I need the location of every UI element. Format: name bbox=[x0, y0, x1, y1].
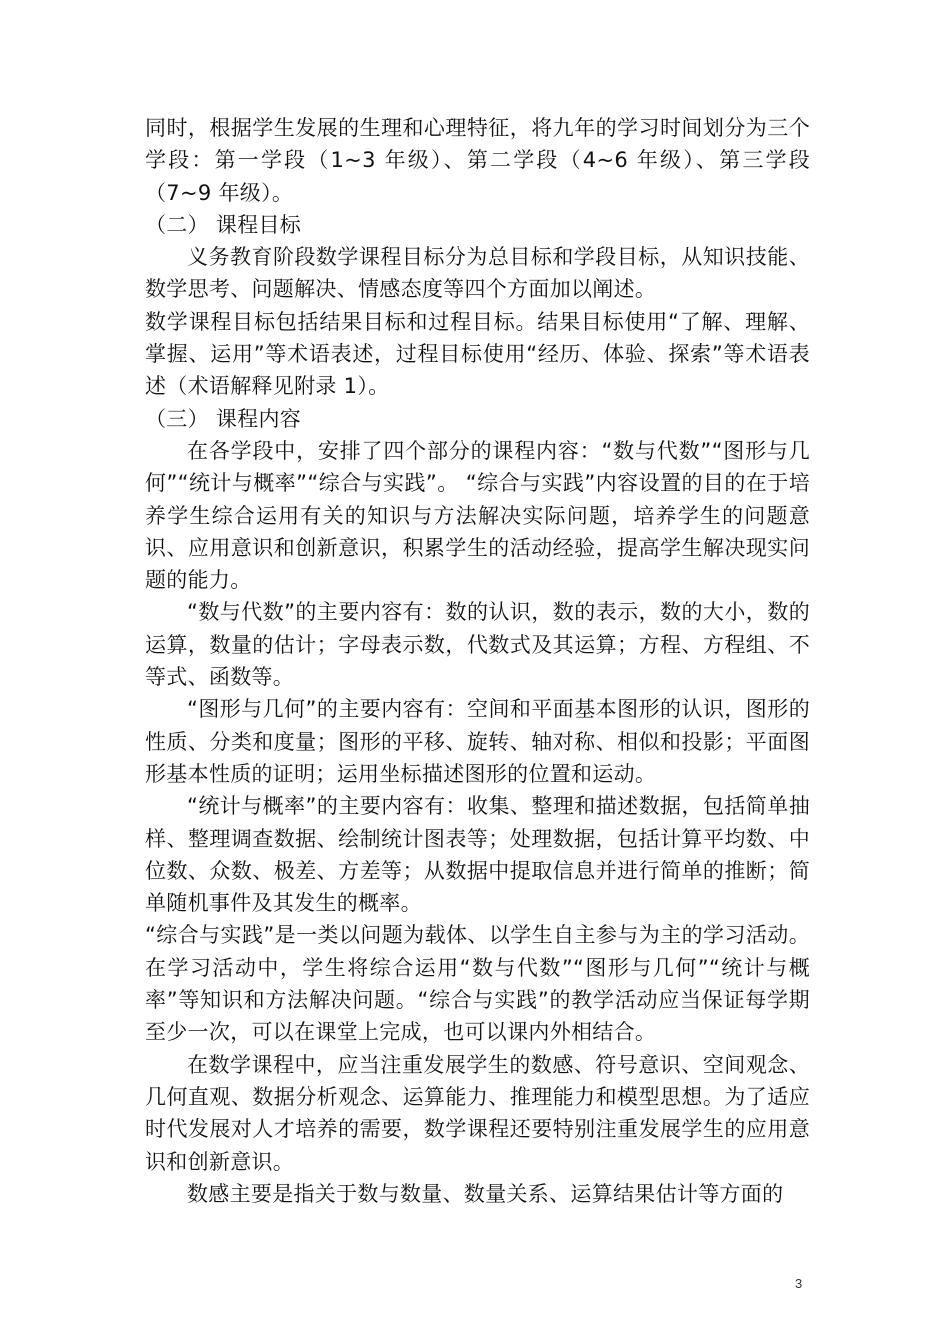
section-heading-course-content: （三） 课程内容 bbox=[145, 406, 302, 431]
paragraph-10: 数感主要是指关于数与数量、数量关系、运算结果估计等方面的 bbox=[187, 1181, 784, 1206]
section-heading-course-goals: （二） 课程目标 bbox=[145, 212, 302, 237]
paragraph-1: 同时，根据学生发展的生理和心理特征，将九年的学习时间划分为三个学段：第一学段（1~3 年级）、第二学段（4~6 年级）、第三学段（7~9 年级）。 bbox=[145, 116, 810, 205]
paragraph-4: 在各学段中，安排了四个部分的课程内容：“数与代数”“图形与几何”“统计与概率”“综合与实践”。 “综合与实践”内容设置的目的在于培养学生综合运用有关的知识与方法解决实际问题，培养学生的问题意识、应用意识和创新意识，积累学生的活动经验，提高学生解决现实问题的能力。 bbox=[145, 438, 810, 593]
paragraph-2: 义务教育阶段数学课程目标分为总目标和学段目标，从知识技能、数学思考、问题解决、情感态度等四个方面加以阐述。 bbox=[145, 245, 810, 302]
paragraph-9: 在数学课程中，应当注重发展学生的数感、符号意识、空间观念、几何直观、数据分析观念、运算能力、推理能力和模型思想。为了适应时代发展对人才培养的需要，数学课程还要特别注重发展学生的应用意识和创新意识。 bbox=[145, 1052, 810, 1174]
paragraph-6: “图形与几何”的主要内容有：空间和平面基本图形的认识，图形的性质、分类和度量；图形的平移、旋转、轴对称、相似和投影；平面图形基本性质的证明；运用坐标描述图形的位置和运动。 bbox=[145, 697, 810, 786]
paragraph-5: “数与代数”的主要内容有：数的认识，数的表示，数的大小，数的运算，数量的估计；字母表示数，代数式及其运算；方程、方程组、不等式、函数等。 bbox=[145, 600, 810, 690]
paragraph-8: “综合与实践”是一类以问题为载体、以学生自主参与为主的学习活动。在学习活动中，学生将综合运用“数与代数”“图形与几何”“统计与概率”等知识和方法解决问题。“综合与实践”的教学活动应当保证每学期至少一次，可以在课堂上完成，也可以课内外相结合。 bbox=[145, 923, 810, 1045]
page-number: 3 bbox=[795, 1276, 803, 1291]
paragraph-7: “统计与概率”的主要内容有：收集、整理和描述数据，包括简单抽样、整理调查数据、绘制统计图表等；处理数据，包括计算平均数、中位数、众数、极差、方差等；从数据中提取信息并进行简单的推断；简单随机事件及其发生的概率。 bbox=[145, 794, 810, 916]
document-body bbox=[145, 112, 810, 1210]
paragraph-3: 数学课程目标包括结果目标和过程目标。结果目标使用“了解、理解、掌握、运用”等术语表述，过程目标使用“经历、体验、探索”等术语表述（术语解释见附录 1）。 bbox=[145, 309, 810, 399]
